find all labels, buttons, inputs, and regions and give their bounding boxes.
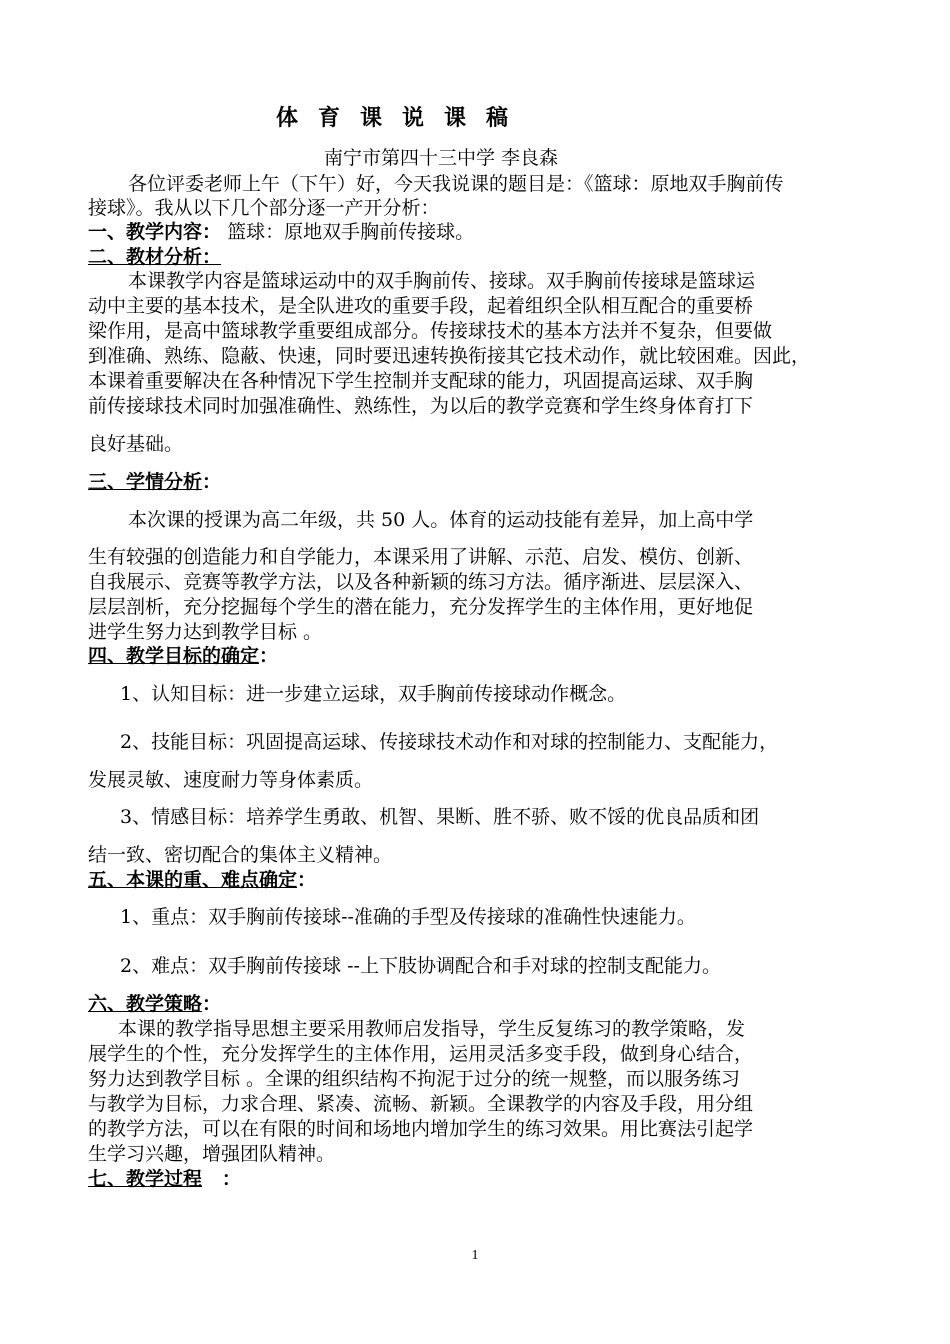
section-6-line: 努力达到教学目标 。全课的组织结构不拘泥于过分的统一规整，而以服务练习 [88, 1068, 741, 1090]
document-title: 体育课说课稿 [276, 105, 529, 131]
section-5-heading-row [88, 868, 316, 892]
section-6-heading-row [88, 992, 221, 1016]
section-3-colon: ： [202, 471, 222, 493]
intro-line-1: 各位评委老师上午（下午）好，今天我说课的题目是：《篮球：原地双手胸前传 [128, 173, 784, 195]
section-5-colon: ： [297, 869, 317, 891]
section-1-text: 篮球：原地双手胸前传接球。 [227, 221, 475, 243]
section-2-line: 到准确、熟练、隐蔽、快速，同时要迅速转换衔接其它技术动作，就比较困难。因此， [88, 345, 811, 367]
section-1-heading: 一、教学内容： [88, 221, 222, 243]
section-5-line: 2、难点：双手胸前传接球 --上下肢协调配合和手对球的控制支配能力。 [120, 955, 721, 977]
section-6-heading: 六、教学策略 [88, 993, 203, 1015]
section-7-heading-row [88, 1167, 241, 1191]
section-7-heading: 七、教学过程 [88, 1168, 203, 1190]
section-2-heading: 二、教材分析： [88, 246, 222, 268]
section-3-heading: 三、学情分析 [88, 471, 203, 493]
section-6-line: 本课的教学指导思想主要采用教师启发指导，学生反复练习的教学策略，发 [118, 1018, 746, 1040]
section-3-heading-row [88, 470, 221, 494]
section-2-line: 本课着重要解决在各种情况下学生控制并支配球的能力，巩固提高运球、双手胸 [88, 370, 754, 392]
section-2-line: 前传接球技术同时加强准确性、熟练性，为以后的教学竞赛和学生终身体育打下 [88, 395, 754, 417]
section-3-line: 层层剖析，充分挖掘每个学生的潜在能力，充分发挥学生的主体作用，更好地促 [88, 596, 754, 618]
section-2-line: 良好基础。 [88, 433, 184, 455]
section-4-colon: ： [259, 645, 279, 667]
section-4-line: 2、技能目标：巩固提高运球、传接球技术动作和对球的控制能力、支配能力， [120, 731, 779, 753]
section-6-line: 的教学方法，可以在有限的时间和场地内增加学生的练习效果。用比赛法引起学 [88, 1118, 754, 1140]
section-2-line: 梁作用，是高中篮球教学重要组成部分。传接球技术的基本方法并不复杂，但要做 [88, 320, 773, 342]
page-number: 1 [471, 1248, 479, 1263]
section-1 [88, 220, 474, 244]
section-6-line: 生学习兴趣，增强团队精神。 [88, 1143, 336, 1165]
section-4-line: 3、情感目标：培养学生勇敢、机智、果断、胜不骄、败不馁的优良品质和团 [120, 806, 760, 828]
section-5-line: 1、重点：双手胸前传接球--准确的手型及传接球的准确性快速能力。 [120, 906, 696, 928]
section-4-line: 发展灵敏、速度耐力等身体素质。 [88, 769, 374, 791]
section-2-line: 本课教学内容是篮球运动中的双手胸前传、接球。双手胸前传接球是篮球运 [128, 270, 756, 292]
section-6-line: 展学生的个性，充分发挥学生的主体作用，运用灵活多变手段，做到身心结合， [88, 1043, 754, 1065]
section-4-line: 结一致、密切配合的集体主义精神。 [88, 844, 393, 866]
section-4-line: 1、认知目标：进一步建立运球，双手胸前传接球动作概念。 [120, 683, 627, 705]
section-2-line: 动中主要的基本技术，是全队进攻的重要手段，起着组织全队相互配合的重要桥 [88, 295, 754, 317]
section-6-line: 与教学为目标，力求合理、紧凑、流畅、新颖。全课教学的内容及手段，用分组 [88, 1093, 754, 1115]
section-3-line: 本次课的授课为高二年级，共 50 人。体育的运动技能有差异，加上高中学 [128, 509, 754, 531]
section-4-heading-row [88, 644, 278, 668]
section-3-line: 自我展示、竞赛等教学方法，以及各种新颖的练习方法。循序渐进、层层深入、 [88, 571, 754, 593]
section-6-colon: ： [202, 993, 222, 1015]
section-3-line: 生有较强的创造能力和自学能力，本课采用了讲解、示范、启发、模仿、创新、 [88, 546, 754, 568]
author-line: 南宁市第四十三中学 李良森 [324, 147, 559, 169]
section-4-heading: 四、教学目标的确定 [88, 645, 260, 667]
section-7-colon: ： [202, 1168, 241, 1190]
intro-line-2: 接球》。我从以下几个部分逐一产开分析： [88, 197, 440, 219]
section-5-heading: 五、本课的重、难点确定 [88, 869, 298, 891]
section-3-line: 进学生努力达到教学目标 。 [88, 621, 323, 643]
